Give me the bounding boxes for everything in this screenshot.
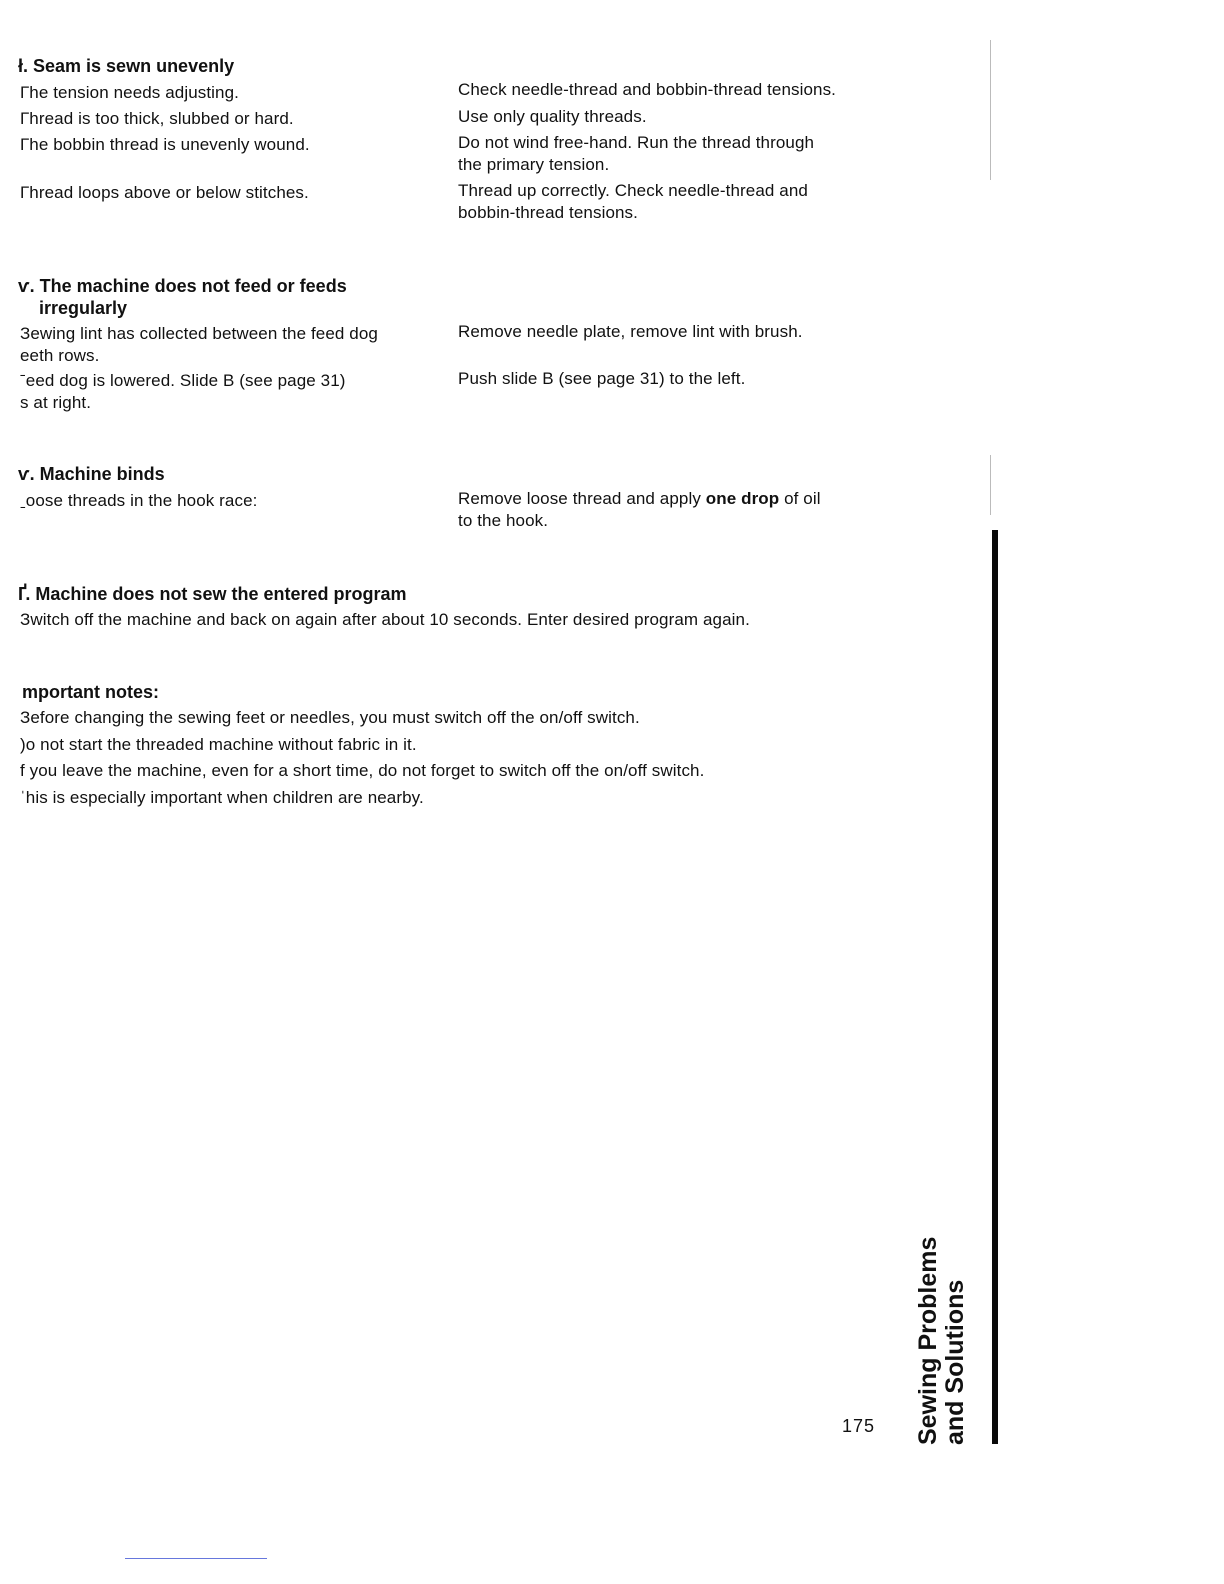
section-6-heading: ѵ. Machine binds — [18, 464, 165, 484]
solution-text: Remove loose thread and apply one drop of oil — [458, 489, 821, 508]
note-line: f you leave the machine, even for a short time, do not forget to switch off the on/off switch. — [20, 761, 705, 780]
cause-text: s at right. — [20, 393, 92, 412]
scan-margin-mark — [990, 455, 991, 515]
section-5-heading: ѵ. The machine does not feed or feeds — [18, 276, 347, 296]
solution-text: Check needle-thread and bobbin-thread tensions. — [458, 80, 837, 99]
note-line: )o not start the threaded machine without fabric in it. — [20, 735, 417, 754]
cause-text: Гhe bobbin thread is unevenly wound. — [20, 135, 310, 154]
section-tab-bar — [992, 530, 998, 1444]
solution-text: Push slide B (see page 31) to the left. — [458, 369, 746, 388]
cause-text: Зewing lint has collected between the feed dog — [20, 324, 378, 343]
cause-text: eeth rows. — [20, 346, 100, 365]
section-tab-title-line2: and Solutions — [941, 1279, 969, 1445]
solution-text: Do not wind free-hand. Run the thread through — [458, 133, 815, 152]
section-7-heading: Ґ. Machine does not sew the entered program — [18, 584, 407, 604]
solution-text: Thread up correctly. Check needle-thread and — [458, 181, 808, 200]
cause-text: ˉeed dog is lowered. Slide B (see page 31) — [20, 371, 346, 390]
cause-text: Гhe tension needs adjusting. — [20, 83, 239, 102]
section-tab-title-line1: Sewing Problems — [914, 1236, 942, 1445]
scan-margin-mark — [990, 40, 991, 180]
notes-heading: mportant notes: — [22, 682, 159, 702]
section-4-heading: ł. Seam is sewn unevenly — [18, 56, 235, 76]
solution-text: Remove needle plate, remove lint with brush. — [458, 322, 803, 341]
footer-rule — [125, 1558, 267, 1559]
cause-text: Гhread is too thick, slubbed or hard. — [20, 109, 294, 128]
note-line: Зefore changing the sewing feet or needles, you must switch off the on/off switch. — [20, 708, 640, 727]
solution-text: the primary tension. — [458, 155, 610, 174]
section-7-text: Зwitch off the machine and back on again after about 10 seconds. Enter desired program again. — [20, 610, 750, 629]
solution-text: bobbin-thread tensions. — [458, 203, 638, 222]
cause-text: Гhread loops above or below stitches. — [20, 183, 309, 202]
section-5-heading-cont: irregularly — [39, 298, 128, 318]
note-line: ˈhis is especially important when children are nearby. — [20, 788, 424, 807]
solution-text: to the hook. — [458, 511, 549, 530]
page-number: 175 — [842, 1416, 876, 1436]
solution-text: Use only quality threads. — [458, 107, 647, 126]
cause-text: ˍoose threads in the hook race: — [20, 491, 258, 510]
section-tab-title — [915, 1237, 969, 1445]
